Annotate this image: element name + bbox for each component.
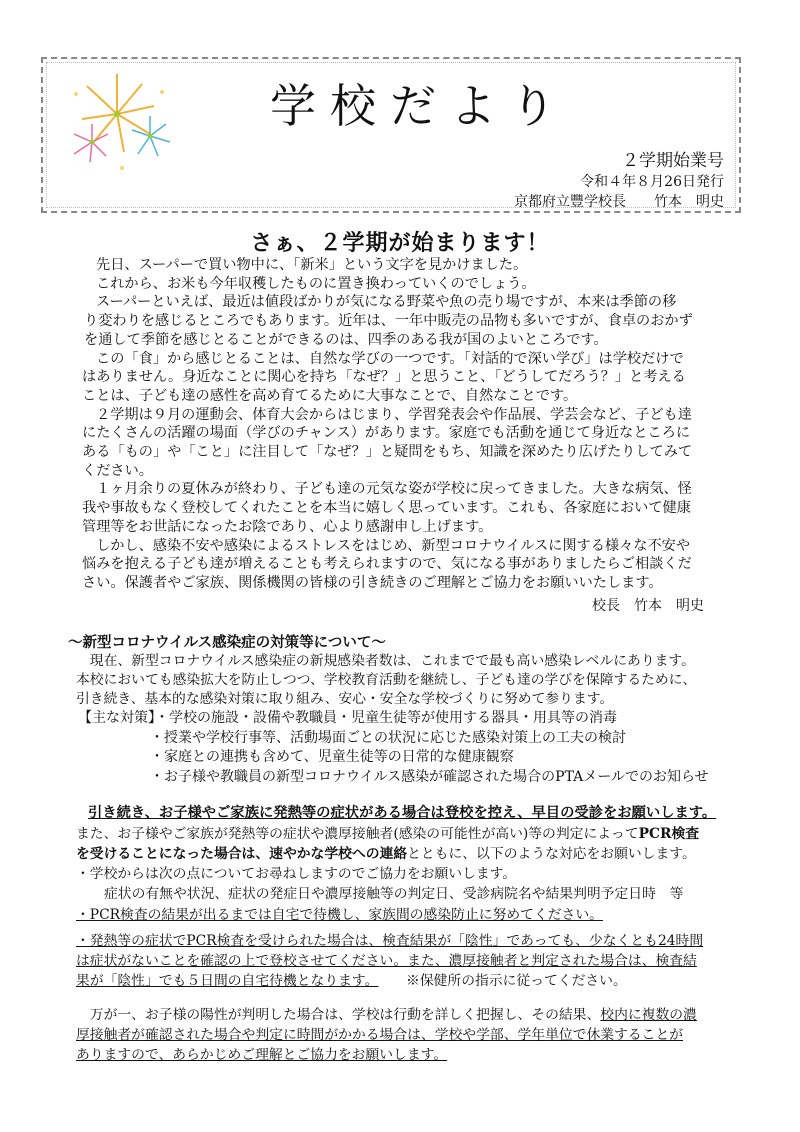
intro-line: 悩みを抱える子ども達が増えることも考えられますので、気になる事がありましたらご相談くだ (82, 556, 692, 573)
page-title: 学校だより (270, 79, 570, 133)
intro-line: この「食」から感じとることは、自然な学びの一つです。「対話的で深い学び」は学校だけで (96, 350, 684, 367)
issue-date: 令和４年８月26日発行 (580, 174, 724, 190)
intro-line: スーパーといえば、最近は値段ばかりが気になる野菜や魚の売り場ですが、本来は季節の移 (96, 294, 677, 311)
intro-line: しかし、感染不安や感染によるストレスをはじめ、新型コロナウイルスに関する様々な不安や (96, 537, 691, 554)
guidance-text: とともに、以下のような対応をお願いします。 (407, 846, 696, 862)
measures-list (78, 709, 709, 787)
bullet-pcr-return: 果が「陰性」でも５日間の自宅待機となります。 (76, 973, 379, 989)
closure-text: 万が一、お子様の陽性が判明した場合は、学校は行動を詳しく把握し、その結果、 (89, 1007, 601, 1023)
intro-line: はありません。身近なことに関心を持ち「なぜ？」と思うこと、「どうしてだろう？」と考える (82, 369, 686, 386)
intro-line: ください。 (82, 462, 153, 479)
school-name: 京都府立豐学校長 (514, 194, 626, 210)
intro-line: 我や事故もなく登校してくれたことを本当に嬉しく思っています。これも、各家庭において健康 (82, 500, 691, 517)
issuer (514, 191, 724, 211)
closure-text: 厚接触者が確認された場合や判定に時間がかかる場合は、学校や学部、学年単位で休業することが (76, 1027, 684, 1043)
intro-line: さい。保護者やご家族、関係機関の皆様の引き続きのご理解とご協力をお願いいたします。 (82, 574, 663, 591)
fever-notice: 引き続き、お子様やご家族に発熱等の症状がある場合は登校を控え、早目の受診をお願いします。 (88, 805, 717, 821)
pcr-text: PCR検査 (638, 826, 700, 842)
covid-heading: ～新型コロナウイルス感染症の対策等について～ (68, 634, 386, 651)
inquiry-detail: 症状の有無や状況、症状の発症日や濃厚接触等の判定日、受診病院名や結果判明予定日時 等 (104, 886, 684, 902)
intro-line: を通して季節を感じとることができるのは、四季のある我が国のよいところです。 (84, 331, 608, 348)
intro-line: 先日、スーパーで買い物中に、「新米」という文字を見かけました。 (96, 257, 528, 273)
principal-name: 竹本 明史 (654, 194, 724, 210)
intro-line: ある「もの」や「こと」に注目して「なぜ？」と疑問をもち、知識を深めたり広げたりしてみて (82, 444, 693, 461)
bullet-pcr-return: ・発熱等の症状でPCR検査を受けられた場合は、検査結果が「陰性」であっても、少なくとも24時間 (76, 933, 704, 949)
measures-label: 【主な対策】 (78, 710, 155, 726)
issue-label: ２学期始業号 (622, 151, 724, 171)
intro-line: り変わりを感じるところでもあります。近年は、一年中販売の品物も多いですが、食卓のおかず (84, 313, 693, 330)
bullet-pcr-return: は症状がないことを確認の上で登校させてください。また、濃厚接触者と判定された場合は、検査結 (76, 953, 697, 969)
guidance-text: また、お子様やご家族が発熱等の症状や濃厚接触者(感染の可能性が高い)等の判定によって (76, 826, 639, 842)
headline: さぁ、２学期が始まります！ (250, 230, 550, 256)
intro-line: ことは、子ども達の感性を高め育てるために大事なことで、自然なことです。 (82, 387, 578, 404)
covid-line: 本校においても感染拡大を防止しつつ、学校教育活動を継続し、子ども達の学びを保障するために、 (76, 672, 697, 688)
measure-item: ・授業や学校行事等、活動場面ごとの状況に応じた感染対策上の工夫の検討 (150, 729, 626, 746)
measure-item: ・学校の施設・設備や教職員・児童生徒等が使用する器具・用具等の消毒 (155, 710, 617, 726)
bullet-home-wait: ・PCR検査の結果が出るまでは自宅で待機し、家族間の感染防止に努めてください。 (76, 907, 603, 923)
intro-paragraphs (82, 256, 736, 593)
covid-guidance (76, 824, 766, 991)
health-center-note: ※保健所の指示に従ってください。 (406, 973, 627, 989)
intro-line: ２学期は９月の運動会、体育大会からはじまり、学習発表会や作品展、学芸会など、子ども達 (96, 406, 692, 423)
closure-text: ありますので、あらかじめご理解とご協力をお願いします。 (76, 1047, 448, 1063)
covid-line: 引き続き、基本的な感染対策に取り組み、安心・安全な学校づくりに努めて参ります。 (76, 691, 614, 707)
intro-line: 管理等をお世話になったお陰であり、心より感謝申し上げます。 (82, 518, 493, 535)
fireworks-icon (62, 64, 177, 176)
measure-item: ・家庭との連携も含めて、児童生徒等の日常的な健康観察 (150, 749, 514, 765)
closure-paragraph (76, 1005, 766, 1065)
closure-text: 校内に複数の濃 (600, 1007, 697, 1023)
contact-school-text: を受けることになった場合は、速やかな学校への連絡 (76, 846, 408, 862)
intro-line: にたくさんの活躍の場面（学びのチャンス）があります。家庭でも活動を通じて身近なところに (82, 425, 691, 442)
intro-line: これから、お米も今年収穫したものに置き換わっていくのでしょう。 (96, 275, 536, 292)
intro-line: １ヶ月余りの夏休みが終わり、子ども達の元気な姿が学校に戻ってきました。大きな病気、怪 (96, 481, 692, 498)
covid-line: 現在、新型コロナウイルス感染症の新規感染者数は、これまでで最も高い感染レベルにあります。 (89, 653, 695, 669)
covid-intro (76, 652, 756, 709)
bullet-inquiry: ・学校からは次の点についてお尋ねしますのでご協力をお願いします。 (76, 866, 517, 882)
signature: 校長 竹本 明史 (592, 598, 704, 614)
measure-item: ・お子様や教職員の新型コロナウイルス感染が確認された場合のPTAメールでのお知らせ (150, 768, 709, 785)
